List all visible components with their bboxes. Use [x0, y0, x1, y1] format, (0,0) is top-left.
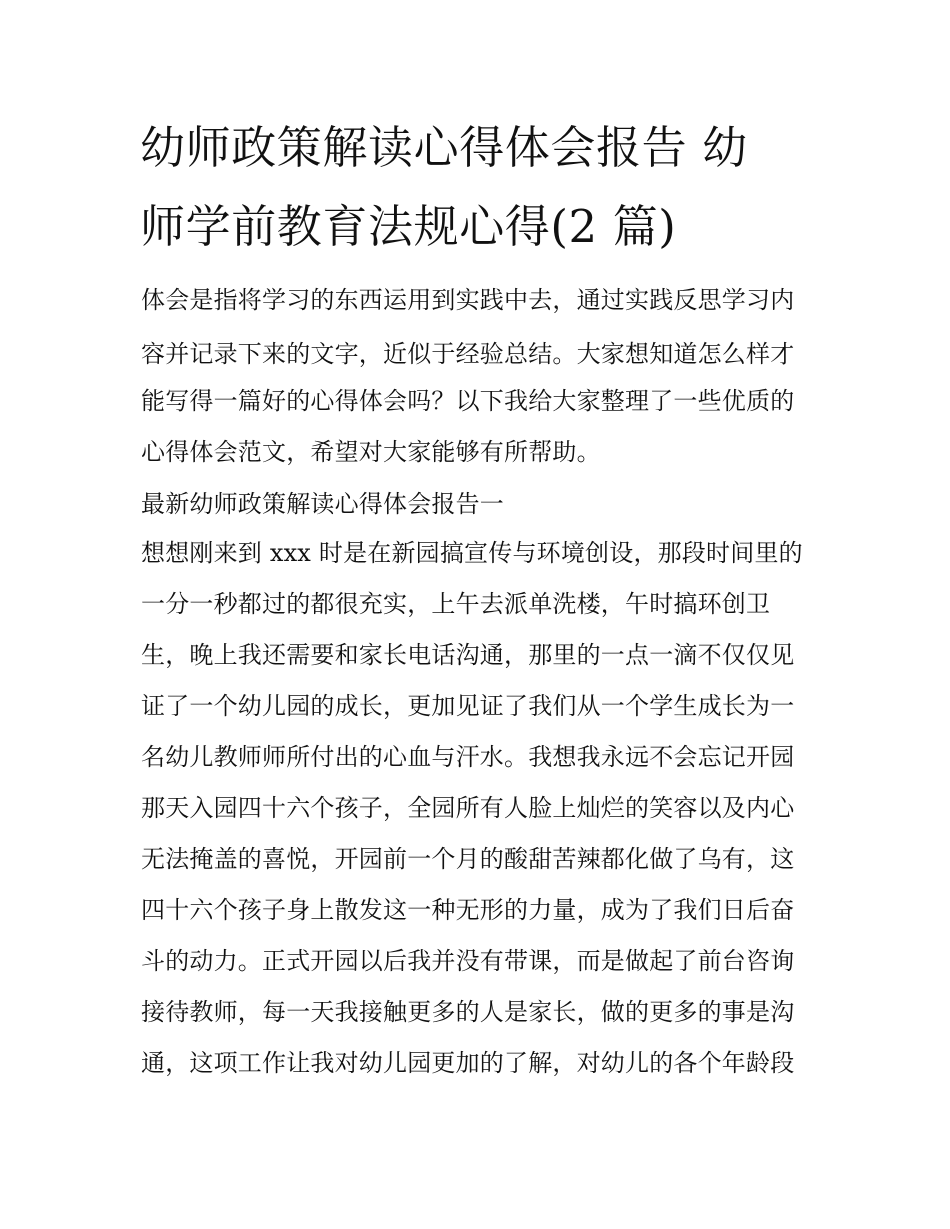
- section-line-8: 四十六个孩子身上散发这一种无形的力量，成为了我们日后奋: [141, 896, 795, 924]
- document-title-line-1: 幼师政策解读心得体会报告 幼: [140, 121, 748, 174]
- section-line-5: 名幼儿教师师所付出的心血与汗水。我想我永远不会忘记开园: [141, 743, 795, 771]
- intro-line-4: 心得体会范文，希望对大家能够有所帮助。: [141, 438, 601, 466]
- section-line-11: 通，这项工作让我对幼儿园更加的了解，对幼儿的各个年龄段: [141, 1049, 795, 1077]
- section-line-10: 接待教师，每一天我接触更多的人是家长，做的更多的事是沟: [141, 998, 795, 1026]
- section-line-3: 生，晚上我还需要和家长电话沟通，那里的一点一滴不仅仅见: [141, 641, 795, 669]
- section-line-9: 斗的动力。正式开园以后我并没有带课，而是做起了前台咨询: [141, 947, 795, 975]
- section-line-1: 想想刚来到 xxx 时是在新园搞宣传与环境创设，那段时间里的: [141, 539, 803, 567]
- document-title-line-2: 师学前教育法规心得(2 篇): [140, 200, 677, 253]
- section-line-6: 那天入园四十六个孩子，全园所有人脸上灿烂的笑容以及内心: [141, 794, 795, 822]
- intro-line-3: 能写得一篇好的心得体会吗？以下我给大家整理了一些优质的: [141, 387, 795, 415]
- section-line-2: 一分一秒都过的都很充实，上午去派单洗楼，午时搞环创卫: [141, 590, 771, 618]
- intro-line-1: 体会是指将学习的东西运用到实践中去，通过实践反思学习内: [141, 286, 795, 314]
- intro-line-2: 容并记录下来的文字，近似于经验总结。大家想知道怎么样才: [141, 340, 795, 368]
- section-line-7: 无法掩盖的喜悦，开园前一个月的酸甜苦辣都化做了乌有，这: [141, 845, 795, 873]
- section-heading: 最新幼师政策解读心得体会报告一: [141, 490, 504, 518]
- section-line-4: 证了一个幼儿园的成长，更加见证了我们从一个学生成长为一: [141, 692, 795, 720]
